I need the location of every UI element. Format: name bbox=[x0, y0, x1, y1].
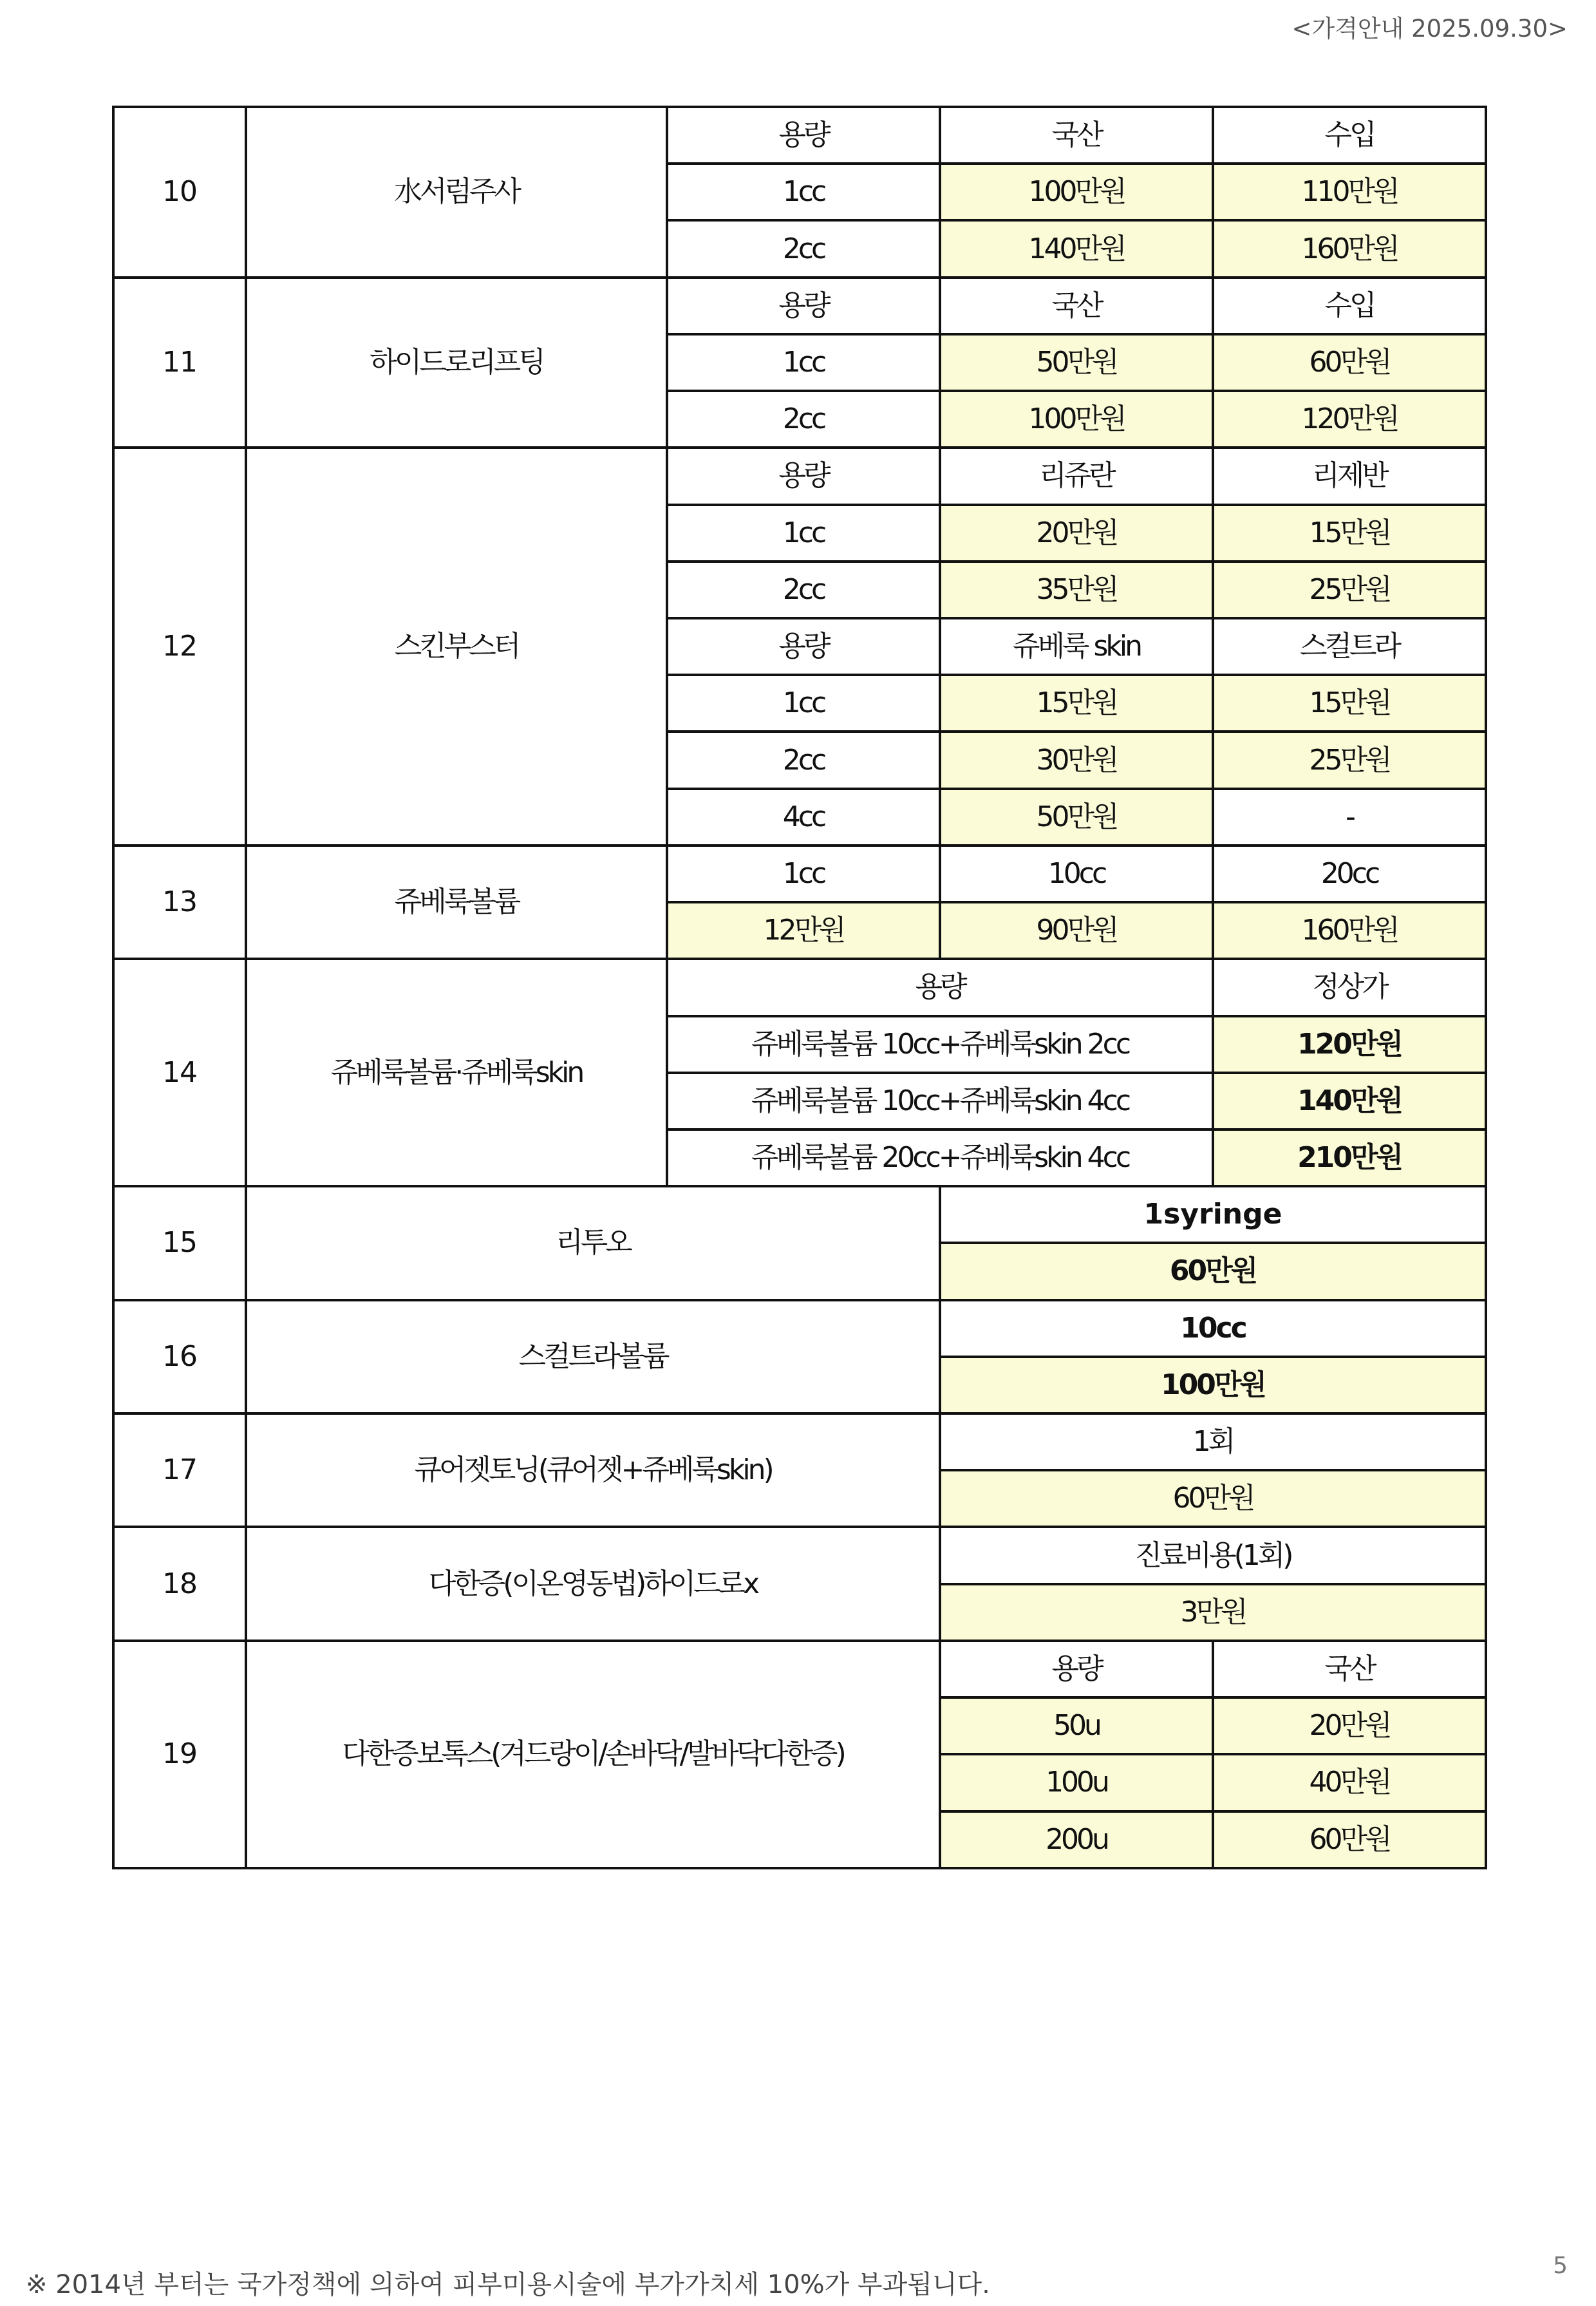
volume-cell: 4cc bbox=[667, 789, 940, 846]
page-number: 5 bbox=[1553, 2253, 1568, 2279]
column-header: 용량 bbox=[667, 107, 940, 164]
price-cell: 210만원 bbox=[1213, 1129, 1486, 1186]
treatment-name: 다한증(이온영동법)하이드로x bbox=[246, 1527, 940, 1640]
table-row bbox=[113, 1527, 1486, 1583]
table-row bbox=[113, 278, 1486, 334]
item-number: 14 bbox=[113, 959, 246, 1186]
item-number: 17 bbox=[113, 1413, 246, 1527]
column-header: 용량 bbox=[667, 448, 940, 504]
column-header: 쥬베룩 skin bbox=[940, 618, 1213, 675]
table-row bbox=[113, 1300, 1486, 1357]
column-header: 정상가 bbox=[1213, 959, 1486, 1016]
price-cell: 120만원 bbox=[1213, 391, 1486, 448]
column-header: 국산 bbox=[940, 278, 1213, 334]
price-cell: 90만원 bbox=[940, 902, 1213, 959]
price-cell: 120만원 bbox=[1213, 1016, 1486, 1073]
volume-cell: 2cc bbox=[667, 732, 940, 788]
price-cell: 12만원 bbox=[667, 902, 940, 959]
price-cell: 100만원 bbox=[940, 391, 1213, 448]
price-cell: 35만원 bbox=[940, 562, 1213, 618]
table-row bbox=[113, 959, 1486, 1016]
column-header: 리제반 bbox=[1213, 448, 1486, 504]
item-number: 10 bbox=[113, 107, 246, 278]
price-cell: 100만원 bbox=[940, 1357, 1486, 1413]
column-header: 국산 bbox=[1213, 1641, 1486, 1697]
price-cell: 30만원 bbox=[940, 732, 1213, 788]
column-header: 진료비용(1회) bbox=[940, 1527, 1486, 1583]
price-cell: 3만원 bbox=[940, 1584, 1486, 1641]
package-cell: 쥬베룩볼륨 10cc+쥬베룩skin 2cc bbox=[667, 1016, 1213, 1073]
column-header: 리쥬란 bbox=[940, 448, 1213, 504]
treatment-name: 쥬베룩볼륨 bbox=[246, 846, 667, 959]
price-cell: 50만원 bbox=[940, 789, 1213, 846]
column-header: 용량 bbox=[667, 959, 1213, 1016]
column-header: 용량 bbox=[667, 618, 940, 675]
price-cell: 15만원 bbox=[940, 675, 1213, 732]
price-cell: 60만원 bbox=[1213, 1811, 1486, 1868]
column-header: 용량 bbox=[940, 1641, 1213, 1697]
table-row bbox=[113, 1186, 1486, 1243]
treatment-name: 스킨부스터 bbox=[246, 448, 667, 846]
price-cell: 140만원 bbox=[1213, 1073, 1486, 1129]
vat-notice: ※ 2014년 부터는 국가정책에 의하여 피부미용시술에 부가가치세 10%가 부과됩니다. bbox=[26, 2270, 990, 2300]
price-cell: 60만원 bbox=[940, 1243, 1486, 1299]
item-number: 16 bbox=[113, 1300, 246, 1413]
volume-cell: 1cc bbox=[667, 164, 940, 220]
column-header: 10cc bbox=[940, 846, 1213, 902]
price-cell: 20만원 bbox=[1213, 1697, 1486, 1754]
package-cell: 쥬베룩볼륨 10cc+쥬베룩skin 4cc bbox=[667, 1073, 1213, 1129]
price-table bbox=[112, 106, 1487, 1869]
item-number: 19 bbox=[113, 1641, 246, 1868]
treatment-name: 스컬트라볼륨 bbox=[246, 1300, 940, 1413]
table-row bbox=[113, 107, 1486, 164]
column-header: 1cc bbox=[667, 846, 940, 902]
price-cell: 100만원 bbox=[940, 164, 1213, 220]
item-number: 15 bbox=[113, 1186, 246, 1299]
volume-cell: 2cc bbox=[667, 391, 940, 448]
price-cell: 40만원 bbox=[1213, 1754, 1486, 1811]
treatment-name: 水서럼주사 bbox=[246, 107, 667, 278]
item-number: 11 bbox=[113, 278, 246, 448]
table-row bbox=[113, 1641, 1486, 1697]
price-cell: 60만원 bbox=[1213, 334, 1486, 391]
table-row bbox=[113, 846, 1486, 902]
treatment-name: 하이드로리프팅 bbox=[246, 278, 667, 448]
price-guide-date: <가격안내 2025.09.30> bbox=[1291, 15, 1568, 43]
item-number: 18 bbox=[113, 1527, 246, 1640]
item-number: 12 bbox=[113, 448, 246, 846]
price-cell: 60만원 bbox=[940, 1470, 1486, 1527]
treatment-name: 리투오 bbox=[246, 1186, 940, 1299]
table-row bbox=[113, 1413, 1486, 1470]
volume-cell: 50u bbox=[940, 1697, 1213, 1754]
price-cell: - bbox=[1213, 789, 1486, 846]
treatment-name: 큐어젯토닝(큐어젯+쥬베룩skin) bbox=[246, 1413, 940, 1527]
column-header: 1syringe bbox=[940, 1186, 1486, 1243]
volume-cell: 200u bbox=[940, 1811, 1213, 1868]
treatment-name: 다한증보톡스(겨드랑이/손바닥/발바닥다한증) bbox=[246, 1641, 940, 1868]
column-header: 수입 bbox=[1213, 278, 1486, 334]
volume-cell: 2cc bbox=[667, 220, 940, 277]
package-cell: 쥬베룩볼륨 20cc+쥬베룩skin 4cc bbox=[667, 1129, 1213, 1186]
price-cell: 20만원 bbox=[940, 505, 1213, 562]
price-cell: 140만원 bbox=[940, 220, 1213, 277]
treatment-name: 쥬베룩볼륨·쥬베룩skin bbox=[246, 959, 667, 1186]
price-cell: 15만원 bbox=[1213, 675, 1486, 732]
table-row bbox=[113, 448, 1486, 504]
price-cell: 50만원 bbox=[940, 334, 1213, 391]
column-header: 10cc bbox=[940, 1300, 1486, 1357]
volume-cell: 100u bbox=[940, 1754, 1213, 1811]
price-cell: 160만원 bbox=[1213, 220, 1486, 277]
price-cell: 160만원 bbox=[1213, 902, 1486, 959]
price-cell: 15만원 bbox=[1213, 505, 1486, 562]
column-header: 20cc bbox=[1213, 846, 1486, 902]
column-header: 수입 bbox=[1213, 107, 1486, 164]
column-header: 용량 bbox=[667, 278, 940, 334]
volume-cell: 1cc bbox=[667, 334, 940, 391]
column-header: 1회 bbox=[940, 1413, 1486, 1470]
item-number: 13 bbox=[113, 846, 246, 959]
volume-cell: 2cc bbox=[667, 562, 940, 618]
column-header: 국산 bbox=[940, 107, 1213, 164]
column-header: 스컬트라 bbox=[1213, 618, 1486, 675]
volume-cell: 1cc bbox=[667, 505, 940, 562]
price-cell: 25만원 bbox=[1213, 562, 1486, 618]
price-cell: 25만원 bbox=[1213, 732, 1486, 788]
price-cell: 110만원 bbox=[1213, 164, 1486, 220]
volume-cell: 1cc bbox=[667, 675, 940, 732]
